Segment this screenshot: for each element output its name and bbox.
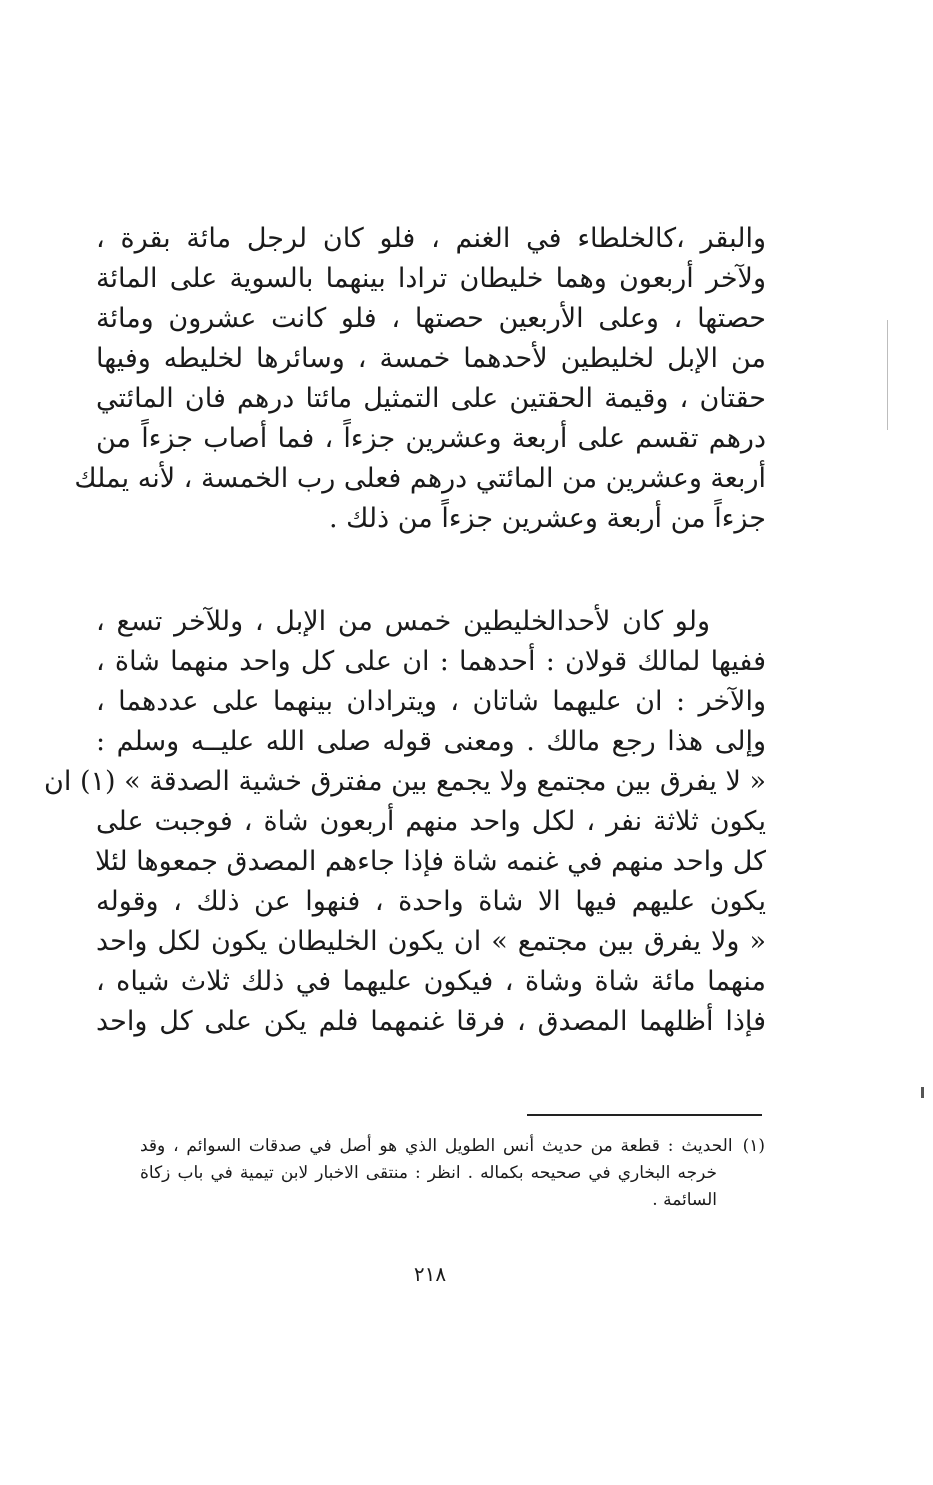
text-line: ولو كان لأحدالخليطين خمس من الإبل ، وللآخر تسع ، xyxy=(96,606,710,637)
paragraph-2 xyxy=(44,602,766,1042)
footnote-line: السائمة . xyxy=(652,1190,717,1210)
text-line: « ولا يفرق بين مجتمع » ان يكون الخليطان يكون لكل واحد xyxy=(96,926,766,957)
text-line: وإلى هذا رجع مالك . ومعنى قوله صلى الله عليــه وسلم : xyxy=(96,726,766,757)
paragraph-1 xyxy=(74,219,766,539)
footnote-number: (١) xyxy=(742,1136,765,1156)
margin-dot xyxy=(921,1087,924,1098)
text-line: حقتان ، وقيمة الحقتين على التمثيل مائتا درهم فان المائتي xyxy=(96,383,766,414)
footnote-line: خرجه البخاري في صحيحه بكماله . انظر : منتقى الاخبار لابن تيمية في باب زكاة xyxy=(140,1163,717,1183)
text-line: فإذا أظلهما المصدق ، فرقا غنمهما فلم يكن على كل واحد xyxy=(96,1006,766,1037)
page-number: ٢١٨ xyxy=(413,1262,447,1286)
text-line: والآخر : ان عليهما شاتان ، ويترادان بينهما على عددهما ، xyxy=(96,686,766,717)
text-line: درهم تقسم على أربعة وعشرين جزءاً ، فما أصاب جزءاً من xyxy=(96,423,766,454)
text-line: كل واحد منهم في غنمه شاة فإذا جاءهم المصدق جمعوها لئلا xyxy=(95,846,766,877)
footnote-line xyxy=(140,1133,765,1160)
text-line: يكون عليهم فيها الا شاة واحدة ، فنهوا عن ذلك ، وقوله xyxy=(96,886,766,917)
text-line: جزءاً من أربعة وعشرين جزءاً من ذلك . xyxy=(328,503,766,534)
text-line: منهما مائة شاة وشاة ، فيكون عليهما في ذلك ثلاث شياه ، xyxy=(96,966,766,997)
footnote xyxy=(140,1133,765,1214)
text-line: من الإبل لخليطين لأحدهما خمسة ، وسائرها لخليطه وفيها xyxy=(96,343,766,374)
footnote-text: الحديث : قطعة من حديث أنس الطويل الذي هو أصل في صدقات السوائم ، وقد xyxy=(140,1136,733,1156)
text-line: حصتها ، وعلى الأربعين حصتها ، فلو كانت عشرون ومائة xyxy=(96,303,766,334)
footnote-divider xyxy=(527,1114,762,1116)
text-line: يكون ثلاثة نفر ، لكل واحد منهم أربعون شاة ، فوجبت على xyxy=(96,806,766,837)
text-line: ولآخر أربعون وهما خليطان ترادا بينهما بالسوية على المائة xyxy=(96,263,766,294)
text-line: « لا يفرق بين مجتمع ولا يجمع بين مفترق خشية الصدقة » (١) ان xyxy=(44,766,766,797)
text-line: ففيها لمالك قولان : أحدهما : ان على كل واحد منهما شاة ، xyxy=(96,646,766,677)
text-line: والبقر ،كالخلطاء في الغنم ، فلو كان لرجل مائة بقرة ، xyxy=(96,223,766,254)
text-line: أربعة وعشرين من المائتي درهم فعلى رب الخمسة ، لأنه يملك xyxy=(74,463,766,494)
margin-mark xyxy=(887,320,888,430)
